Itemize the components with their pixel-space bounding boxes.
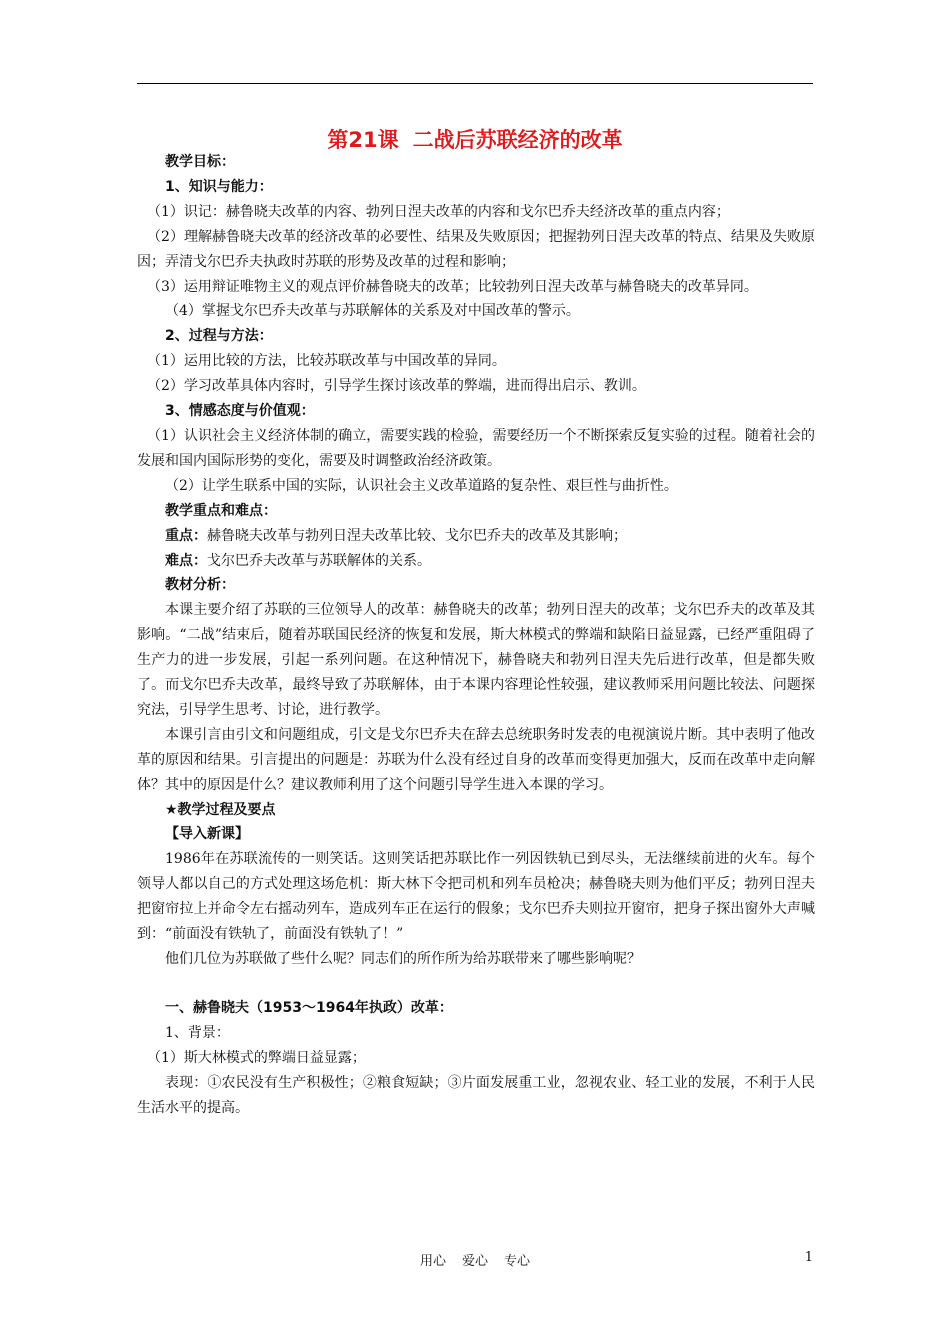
paragraph-lead: 重点： xyxy=(165,527,207,544)
paragraph: （2）学习改革具体内容时，引导学生探讨该改革的弊端，进而得出启示、教训。 xyxy=(147,378,646,395)
paragraph: ★教学过程及要点 xyxy=(165,801,276,818)
paragraph: 教学目标： xyxy=(165,154,235,170)
paragraph: （3）运用辩证唯物主义的观点评价赫鲁晓夫的改革；比较勃列日涅夫改革与赫鲁晓夫的改革异同。 xyxy=(147,278,758,295)
paragraph: 1986年在苏联流传的一则笑话。这则笑话把苏联比作一列因铁轨已到尽头，无法继续前进的火车。每个领导人都以自己的方式处理这场危机：斯大林下令把司机和列车员枪决；赫鲁晓夫则为他们平反；勃列日涅夫把窗帘拉上并命令左右摇动列车，造成列车正在运行的假象；戈尔巴乔夫则拉开窗帘，把身子探出窗外大声喊到：“前面没有铁轨了，前面没有铁轨了！” xyxy=(137,851,815,943)
footer-motto xyxy=(137,1250,813,1269)
footer-motto-item: 爱心 xyxy=(461,1254,488,1269)
paragraph: 表现：①农民没有生产积极性；②粮食短缺；③片面发展重工业，忽视农业、轻工业的发展，不利于人民生活水平的提高。 xyxy=(137,1074,815,1116)
paragraph: （4）掌握戈尔巴乔夫改革与苏联解体的关系及对中国改革的警示。 xyxy=(165,303,580,320)
paragraph: 3、情感态度与价值观： xyxy=(165,403,315,420)
paragraph: 教材分析： xyxy=(165,577,235,594)
document-body xyxy=(137,150,815,1120)
paragraph xyxy=(137,549,815,574)
lesson-number: 第21课 xyxy=(327,128,399,152)
paragraph: （1）斯大林模式的弊端日益显露； xyxy=(147,1049,366,1066)
footer-motto-item: 专心 xyxy=(504,1254,531,1269)
paragraph: 1、知识与能力： xyxy=(165,178,273,195)
footer-motto-item: 用心 xyxy=(419,1254,446,1269)
paragraph-text: 戈尔巴乔夫改革与苏联解体的关系。 xyxy=(207,552,431,569)
paragraph: （1）识记：赫鲁晓夫改革的内容、勃列日涅夫改革的内容和戈尔巴乔夫经济改革的重点内容； xyxy=(147,203,730,220)
paragraph: 一、赫鲁晓夫（1953～1964年执政）改革： xyxy=(165,999,453,1016)
paragraph: 【导入新课】 xyxy=(165,826,249,843)
paragraph: 本课引言由引文和问题组成，引文是戈尔巴乔夫在辞去总统职务时发表的电视演说片断。其中表明了他改革的原因和结果。引言提出的问题是：苏联为什么没有经过自身的改革而变得更加强大，反而在改革中走向解体？其中的原因是什么？建议教师利用了这个问题引导学生进入本课的学习。 xyxy=(137,726,815,793)
spacer xyxy=(137,972,815,996)
paragraph: （2）理解赫鲁晓夫改革的经济改革的必要性、结果及失败原因；把握勃列日涅夫改革的特点、结果及失败原因；弄清戈尔巴乔夫执政时苏联的形势及改革的过程和影响； xyxy=(137,228,815,270)
paragraph: （1）运用比较的方法，比较苏联改革与中国改革的异同。 xyxy=(147,353,506,370)
lesson-name: 二战后苏联经济的改革 xyxy=(412,128,623,152)
paragraph xyxy=(137,524,815,549)
page-number: 1 xyxy=(804,1250,813,1265)
header-rule xyxy=(137,83,813,84)
paragraph: 本课主要介绍了苏联的三位领导人的改革：赫鲁晓夫的改革；勃列日涅夫的改革；戈尔巴乔夫的改革及其影响。“二战”结束后，随着苏联国民经济的恢复和发展，斯大林模式的弊端和缺陷日益显露，已经严重阻碍了生产力的进一步发展，引起一系列问题。在这种情况下，赫鲁晓夫和勃列日涅夫先后进行改革，但是都失败了。而戈尔巴乔夫改革，最终导致了苏联解体，由于本课内容理论性较强，建议教师采用问题比较法、问题探究法，引导学生思考、讨论，进行教学。 xyxy=(137,602,815,718)
paragraph: 1、背景： xyxy=(165,1024,230,1041)
paragraph: 教学重点和难点： xyxy=(165,502,277,519)
paragraph-lead: 难点： xyxy=(165,552,207,569)
paragraph: （2）让学生联系中国的实际，认识社会主义改革道路的复杂性、艰巨性与曲折性。 xyxy=(165,477,678,494)
paragraph: 2、过程与方法： xyxy=(165,328,273,345)
paragraph-text: 赫鲁晓夫改革与勃列日涅夫改革比较、戈尔巴乔夫的改革及其影响； xyxy=(207,527,627,544)
paragraph: （1）认识社会主义经济体制的确立，需要实践的检验，需要经历一个不断探索反复实验的过程。随着社会的发展和国内国际形势的变化，需要及时调整政治经济政策。 xyxy=(137,427,815,469)
paragraph: 他们几位为苏联做了些什么呢？同志们的所作所为给苏联带来了哪些影响呢？ xyxy=(165,951,641,967)
